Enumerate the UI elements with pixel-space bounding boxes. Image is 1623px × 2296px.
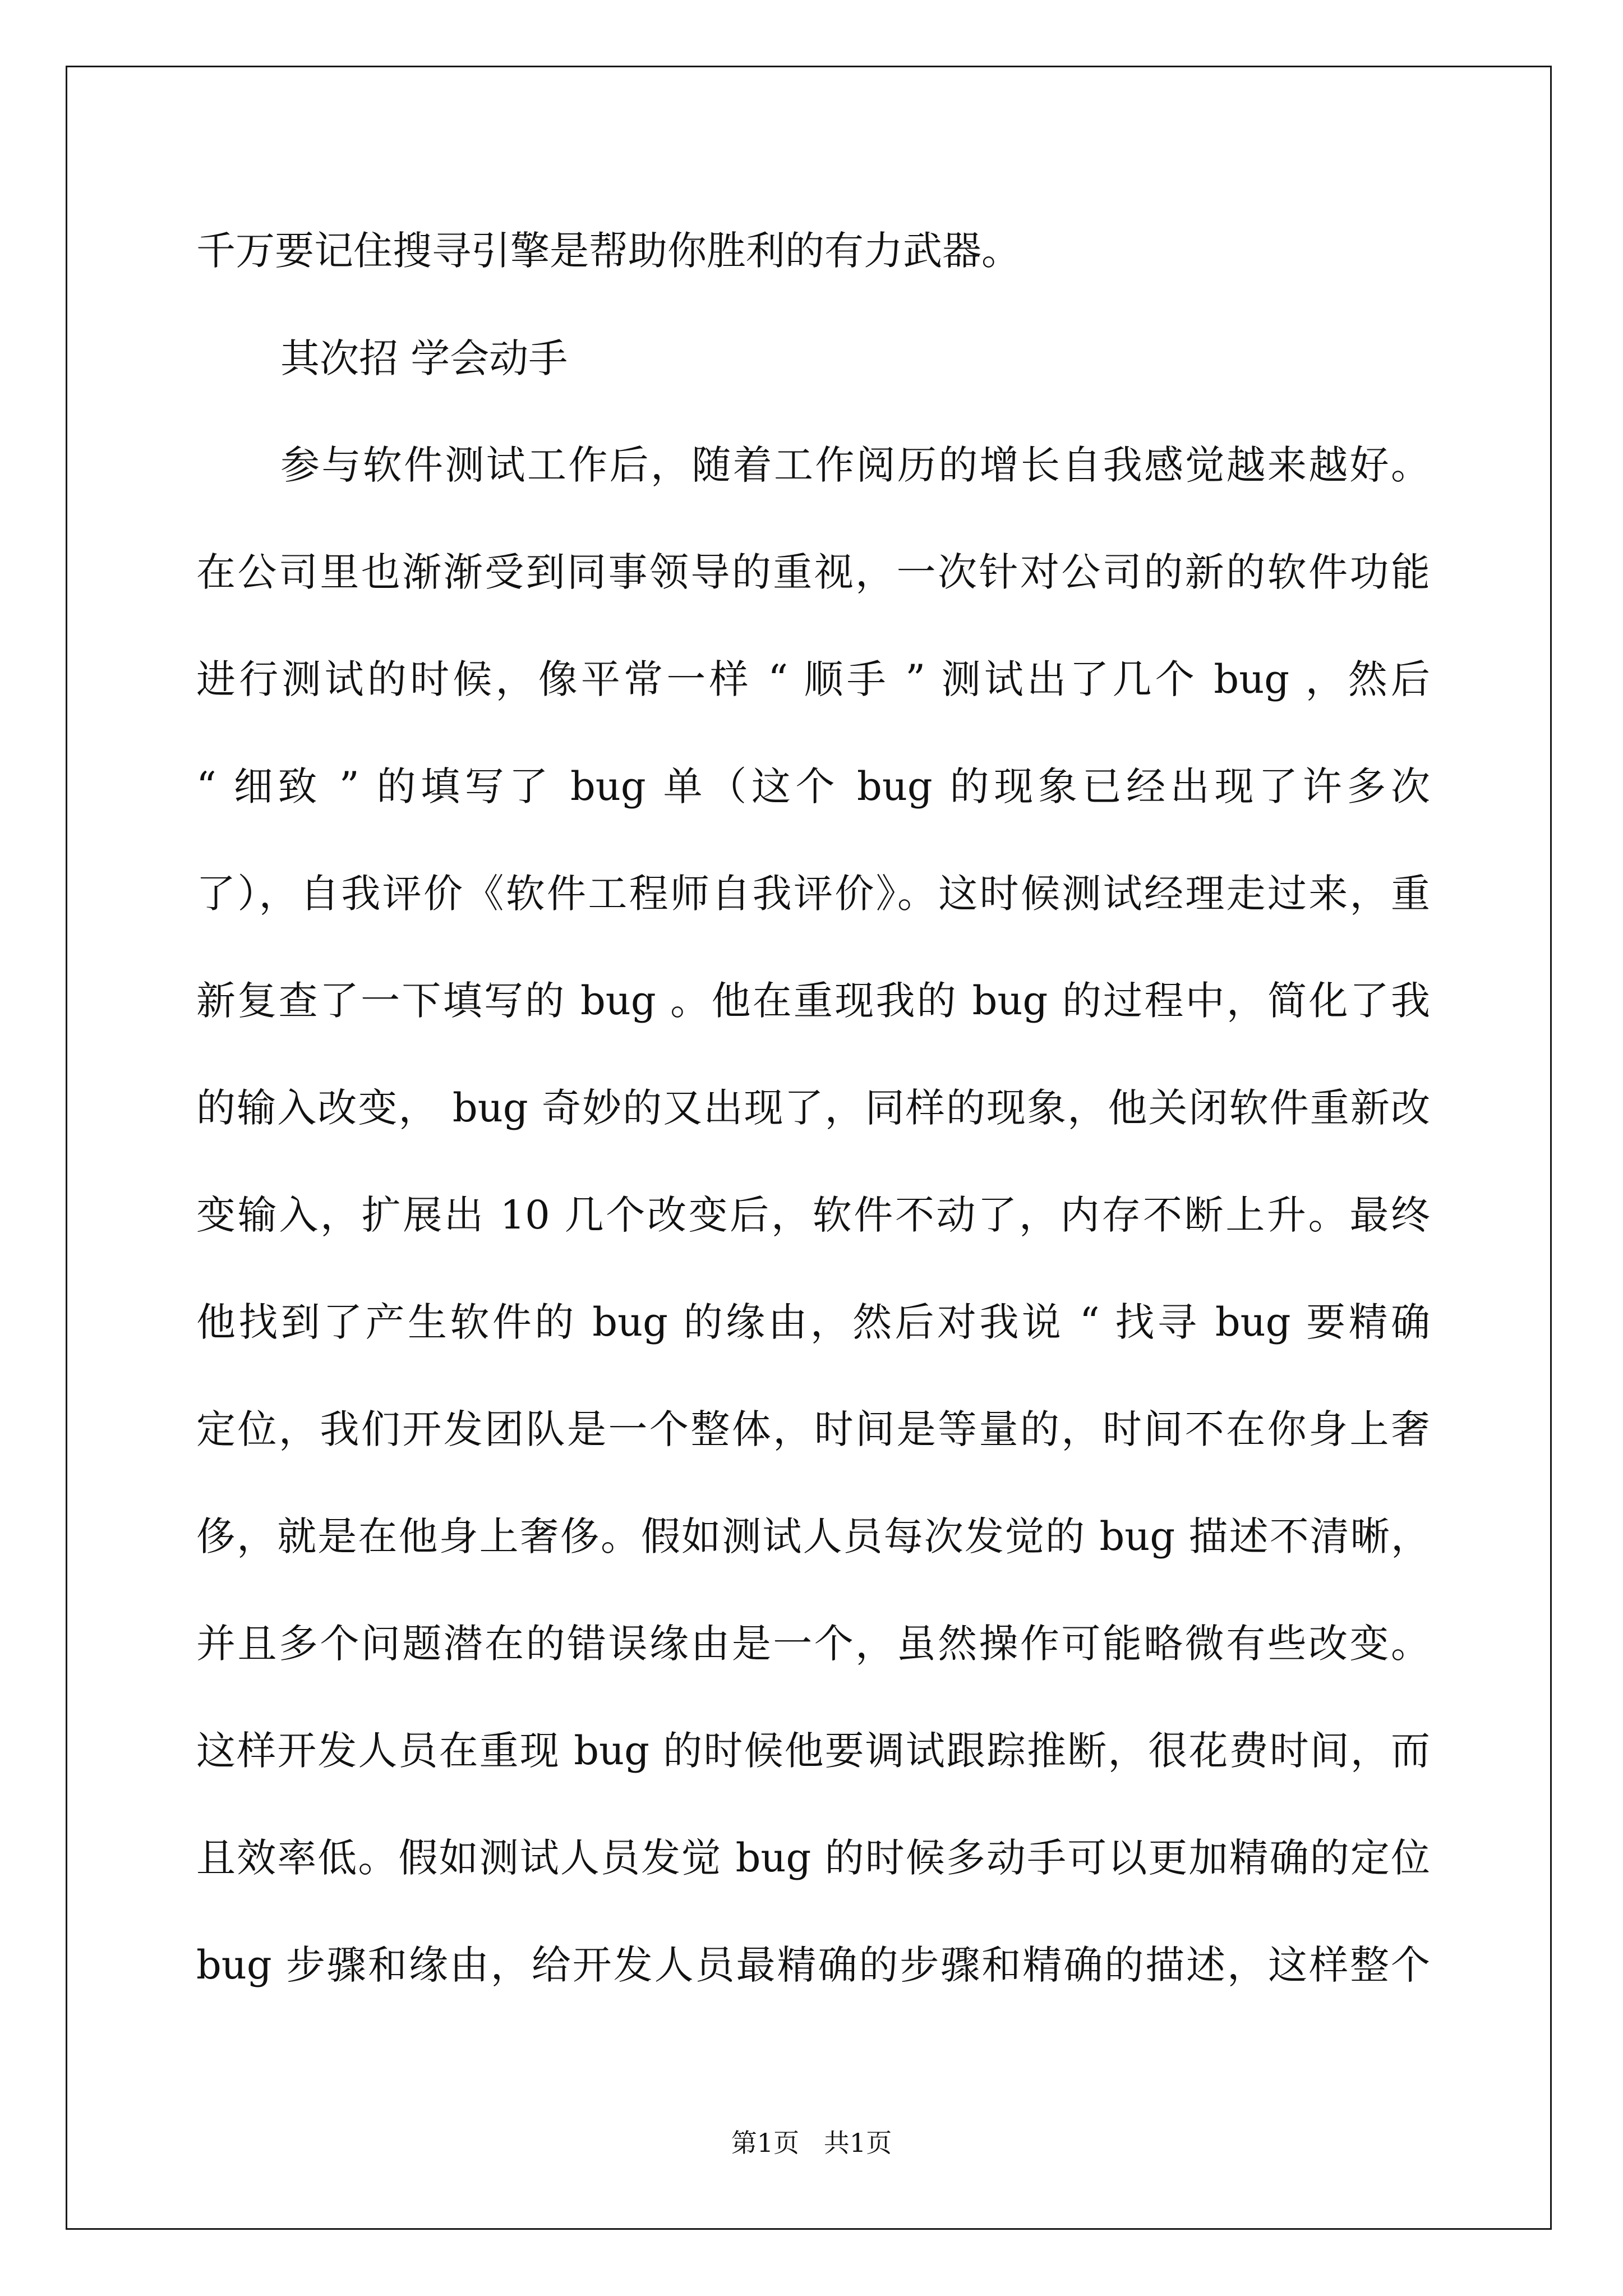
paragraph-line: 参与软件测试工作后，随着工作阅历的增长自我感觉越来越好。 [280, 442, 1430, 488]
paragraph-line: 侈，就是在他身上奢侈。假如测试人员每次发觉的 bug 描述不清晰， [196, 1513, 1430, 1559]
paragraph-line: 且效率低。假如测试人员发觉 bug 的时候多动手可以更加精确的定位 [196, 1835, 1430, 1881]
paragraph-line: 新复查了一下填写的 bug 。他在重现我的 bug 的过程中，简化了我 [196, 978, 1430, 1024]
paragraph-line: 在公司里也渐渐受到同事领导的重视，一次针对公司的新的软件功能 [196, 549, 1430, 595]
section-heading: 其次招 学会动手 [280, 335, 568, 381]
page-border [66, 66, 1552, 2230]
paragraph-line: 千万要记住搜寻引擎是帮助你胜利的有力武器。 [196, 228, 1021, 274]
paragraph-line: 他找到了产生软件的 bug 的缘由，然后对我说 “ 找寻 bug 要精确 [196, 1299, 1430, 1345]
paragraph-line: bug 步骤和缘由，给开发人员最精确的步骤和精确的描述，这样整个 [196, 1942, 1430, 1988]
paragraph-line: 这样开发人员在重现 bug 的时候他要调试跟踪推断，很花费时间，而 [196, 1728, 1430, 1774]
paragraph-line: 的输入改变， bug 奇妙的又出现了，同样的现象，他关闭软件重新改 [196, 1085, 1430, 1131]
paragraph-line: 进行测试的时候，像平常一样 “ 顺手 ” 测试出了几个 bug ，然后 [196, 656, 1430, 702]
paragraph-line: 变输入，扩展出 10 几个改变后，软件不动了，内存不断上升。最终 [196, 1192, 1430, 1238]
paragraph-line: 了），自我评价《软件工程师自我评价》。这时候测试经理走过来，重 [196, 871, 1430, 917]
paragraph-line: “ 细致 ” 的填写了 bug 单（这个 bug 的现象已经出现了许多次 [196, 763, 1430, 809]
paragraph-line: 并且多个问题潜在的错误缘由是一个，虽然操作可能略微有些改变。 [196, 1621, 1430, 1667]
page-number-footer: 第1页 共1页 [731, 2128, 892, 2158]
paragraph-line: 定位，我们开发团队是一个整体，时间是等量的，时间不在你身上奢 [196, 1406, 1430, 1452]
